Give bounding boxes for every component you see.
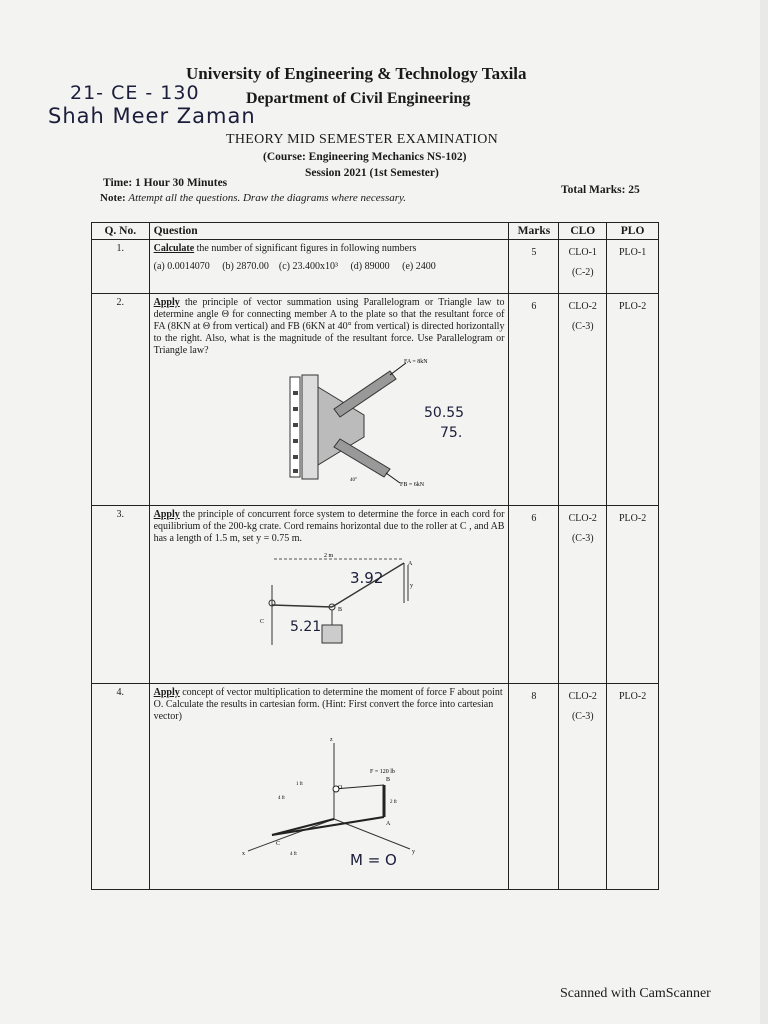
q3-label-a: A: [407, 561, 412, 567]
question-number: 3.: [92, 506, 150, 684]
clo-level: (C-3): [571, 533, 594, 544]
q4-label-b: B: [385, 777, 390, 783]
q4-handwriting: M = O: [349, 851, 397, 869]
q4-4ft-b-label: 4 ft: [289, 852, 297, 857]
question-options: (a) 0.0014070 (b) 2870.00 (c) 23.400x10³ (d) 89000 (e) 2400: [153, 261, 436, 272]
question-body: the number of significant figures in following numbers: [194, 243, 417, 254]
q2-fa-label: FA = 8kN: [403, 359, 428, 365]
note-text: Attempt all the questions. Draw the diagrams where necessary.: [128, 192, 407, 204]
question-text: [149, 240, 509, 294]
clo-value: CLO-2: [568, 513, 597, 524]
header-question: Question: [149, 223, 509, 240]
question-verb: Apply: [153, 297, 180, 308]
q4-moment-figure: [154, 723, 494, 873]
clo-level: (C-3): [571, 711, 594, 722]
question-body: concept of vector multiplication to determine the moment of force F about point O. Calculate the results in cartesian form. (Hint: First convert the force into cartesian vector): [153, 687, 503, 722]
plo-cell: PLO-2: [607, 684, 659, 890]
q4-label-c: C: [275, 841, 280, 847]
q4-z-label: z: [329, 737, 333, 743]
clo-level: (C-2): [571, 267, 594, 278]
q2-member-a: [334, 371, 396, 417]
q3-crate: [322, 625, 342, 643]
q4-x-label: x: [241, 851, 245, 857]
q3-handwriting-a: 3.92: [349, 569, 384, 587]
q4-y-label: y: [411, 849, 415, 855]
table-row: [92, 294, 659, 506]
q3-dimension-label: 2 m: [323, 553, 333, 559]
header-marks: Marks: [509, 223, 559, 240]
question-body: the principle of concurrent force system to determine the force in each cord for equilibrium of the 200-kg crate. Cord remains horizontal due to the roller at C , and AB has a length of 1.5 m, set y = 0.75 m.: [153, 509, 505, 544]
department-title: Department of Civil Engineering: [246, 90, 471, 107]
question-number: 1.: [92, 240, 150, 294]
marks-cell: 6: [509, 294, 559, 506]
q3-y-label: y: [409, 583, 413, 589]
university-title: University of Engineering & Technology Taxila: [186, 64, 527, 83]
q4-label-a: A: [385, 821, 390, 827]
q4-1ft-label: 1 ft: [295, 782, 303, 787]
handwritten-name: Shah Meer Zaman: [48, 104, 256, 128]
q3-handwriting-b: 5.21: [289, 619, 321, 635]
header-qno: Q. No.: [92, 223, 150, 240]
q4-2ft-label: 2 ft: [389, 800, 397, 805]
question-verb: Apply: [153, 509, 180, 520]
clo-level: (C-3): [571, 321, 594, 332]
plo-cell: PLO-2: [607, 506, 659, 684]
q2-fb-label: FB = 6kN: [399, 482, 424, 487]
question-number: 2.: [92, 294, 150, 506]
handwritten-roll-no: 21- CE - 130: [70, 82, 200, 104]
table-row: [92, 506, 659, 684]
question-text: [149, 684, 509, 890]
clo-value: CLO-2: [568, 301, 597, 312]
clo-cell: [559, 506, 607, 684]
plo-cell: PLO-1: [607, 240, 659, 294]
time-line: Time: 1 Hour 30 Minutes: [103, 177, 228, 189]
q4-label-o: O: [337, 785, 342, 791]
q3-crate-figure: [154, 545, 494, 665]
question-number: 4.: [92, 684, 150, 890]
table-header-row: [92, 223, 659, 240]
marks-cell: 6: [509, 506, 559, 684]
q3-label-c: C: [259, 619, 264, 625]
header-clo: CLO: [559, 223, 607, 240]
exam-title: THEORY MID SEMESTER EXAMINATION: [226, 132, 499, 147]
clo-value: CLO-2: [568, 691, 597, 702]
q2-fb-arrow: [386, 473, 400, 483]
q2-plate: [302, 375, 318, 479]
q2-member-b: [334, 439, 390, 477]
header-plo: PLO: [607, 223, 659, 240]
q4-4ft-label: 4 ft: [277, 796, 285, 801]
camscanner-footer: Scanned with CamScanner: [560, 986, 711, 1001]
note-line: [100, 192, 406, 204]
session-line: Session 2021 (1st Semester): [305, 167, 439, 179]
q4-x-axis: [248, 819, 334, 851]
table-row: [92, 240, 659, 294]
note-label: Note:: [100, 192, 126, 204]
marks-cell: 8: [509, 684, 559, 890]
question-body: the principle of vector summation using Parallelogram or Triangle law to determine angle Θ for connecting member A to the plate so that the resultant force of FA (8KN at Θ from vertical) and FB (6KN at 40° from vertical) is directed horizontally to the right. Also, what is the magnitude of the resultant force. Use Parallelogram or Triangle law?: [153, 297, 505, 356]
marks-cell: 5: [509, 240, 559, 294]
course-line: (Course: Engineering Mechanics NS-102): [263, 151, 467, 163]
q2-handwriting-b: 75.: [439, 425, 462, 441]
question-text: [149, 294, 509, 506]
q3-cord-bc: [272, 605, 332, 607]
clo-cell: [559, 240, 607, 294]
question-text: [149, 506, 509, 684]
q4-force-label: F = 120 lb: [369, 769, 395, 775]
table-row: [92, 684, 659, 890]
plo-cell: PLO-2: [607, 294, 659, 506]
clo-cell: [559, 684, 607, 890]
question-verb: Calculate: [153, 243, 195, 254]
total-marks: Total Marks: 25: [561, 184, 640, 196]
q2-handwriting-a: 50.55: [423, 405, 464, 421]
clo-value: CLO-1: [568, 247, 597, 258]
q3-label-b: B: [337, 607, 342, 613]
question-verb: Apply: [153, 687, 180, 698]
q2-plate-figure: [154, 357, 494, 487]
clo-cell: [559, 294, 607, 506]
q2-angle-label: 40°: [349, 478, 357, 483]
questions-table: [91, 222, 659, 890]
